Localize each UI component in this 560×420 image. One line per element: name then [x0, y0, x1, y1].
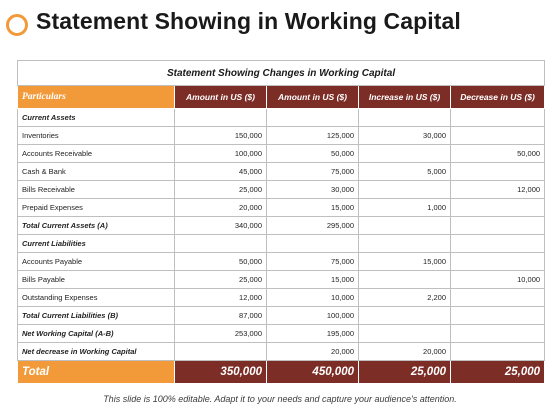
table-caption: Statement Showing Changes in Working Capital: [18, 61, 545, 86]
row-label: Bills Receivable: [18, 181, 175, 199]
working-capital-table: [17, 60, 545, 384]
working-capital-table-container: [17, 60, 544, 384]
table-cell: 75,000: [267, 163, 359, 181]
table-cell: [359, 217, 451, 235]
total-cell: 350,000: [175, 361, 267, 384]
table-cell: 5,000: [359, 163, 451, 181]
table-cell: 12,000: [175, 289, 267, 307]
table-cell: 10,000: [451, 271, 545, 289]
table-cell: 12,000: [451, 181, 545, 199]
table-cell: 50,000: [267, 145, 359, 163]
table-cell: 87,000: [175, 307, 267, 325]
table-cell: 20,000: [359, 343, 451, 361]
table-cell: 195,000: [267, 325, 359, 343]
table-cell: [359, 325, 451, 343]
table-row: [18, 289, 545, 307]
total-cell: 450,000: [267, 361, 359, 384]
table-cell: 45,000: [175, 163, 267, 181]
row-label: Total Current Liabilities (B): [18, 307, 175, 325]
table-cell: [451, 307, 545, 325]
table-cell: 25,000: [175, 181, 267, 199]
total-row: [18, 361, 545, 384]
column-header-amount-1: Amount in US ($): [175, 86, 267, 109]
total-cell: 25,000: [359, 361, 451, 384]
table-cell: 30,000: [267, 181, 359, 199]
section-header-row: [18, 235, 545, 253]
table-cell: 100,000: [267, 307, 359, 325]
table-row: [18, 307, 545, 325]
table-cell: [451, 235, 545, 253]
table-row: [18, 325, 545, 343]
total-cell: 25,000: [451, 361, 545, 384]
table-cell: 25,000: [175, 271, 267, 289]
table-cell: 1,000: [359, 199, 451, 217]
table-cell: 125,000: [267, 127, 359, 145]
table-cell: [359, 271, 451, 289]
column-header-increase: Increase in US ($): [359, 86, 451, 109]
row-label: Cash & Bank: [18, 163, 175, 181]
column-header-particulars: Particulars: [18, 86, 175, 109]
table-cell: 10,000: [267, 289, 359, 307]
row-label: Total Current Assets (A): [18, 217, 175, 235]
table-cell: [451, 199, 545, 217]
table-cell: [451, 325, 545, 343]
table-cell: 20,000: [267, 343, 359, 361]
section-header-row: [18, 109, 545, 127]
table-cell: 50,000: [451, 145, 545, 163]
row-label: Net Working Capital (A-B): [18, 325, 175, 343]
row-label: Outstanding Expenses: [18, 289, 175, 307]
table-cell: [175, 343, 267, 361]
table-cell: 340,000: [175, 217, 267, 235]
row-label: Prepaid Expenses: [18, 199, 175, 217]
table-cell: 15,000: [267, 271, 359, 289]
row-label: Accounts Payable: [18, 253, 175, 271]
table-header-row: [18, 86, 545, 109]
table-cell: [359, 145, 451, 163]
table-cell: 150,000: [175, 127, 267, 145]
table-cell: 2,200: [359, 289, 451, 307]
row-label: Net decrease in Working Capital: [18, 343, 175, 361]
table-cell: [359, 181, 451, 199]
table-cell: [451, 253, 545, 271]
table-cell: [451, 127, 545, 145]
table-cell: 100,000: [175, 145, 267, 163]
table-row: [18, 217, 545, 235]
table-cell: 295,000: [267, 217, 359, 235]
table-cell: [451, 109, 545, 127]
table-row: [18, 271, 545, 289]
table-row: [18, 181, 545, 199]
table-cell: [451, 343, 545, 361]
column-header-decrease: Decrease in US ($): [451, 86, 545, 109]
page-title: Statement Showing in Working Capital: [36, 8, 461, 34]
total-label: Total: [18, 361, 175, 384]
table-cell: [359, 109, 451, 127]
row-label: Inventories: [18, 127, 175, 145]
table-cell: [175, 109, 267, 127]
row-label: Current Liabilities: [18, 235, 175, 253]
table-row: [18, 343, 545, 361]
table-cell: [267, 109, 359, 127]
table-cell: [451, 289, 545, 307]
table-row: [18, 145, 545, 163]
row-label: Current Assets: [18, 109, 175, 127]
table-cell: 15,000: [359, 253, 451, 271]
table-cell: 30,000: [359, 127, 451, 145]
table-row: [18, 127, 545, 145]
logo-circle-icon: [6, 14, 28, 36]
table-cell: 20,000: [175, 199, 267, 217]
table-cell: [359, 307, 451, 325]
table-row: [18, 253, 545, 271]
table-row: [18, 163, 545, 181]
table-cell: [359, 235, 451, 253]
footer-note: This slide is 100% editable. Adapt it to your needs and capture your audience's attention.: [103, 394, 457, 404]
table-cell: [175, 235, 267, 253]
table-body: [18, 109, 545, 361]
table-cell: [451, 163, 545, 181]
column-header-amount-2: Amount in US ($): [267, 86, 359, 109]
table-cell: 15,000: [267, 199, 359, 217]
table-cell: [267, 235, 359, 253]
table-cell: 50,000: [175, 253, 267, 271]
table-row: [18, 199, 545, 217]
row-label: Accounts Receivable: [18, 145, 175, 163]
table-cell: 75,000: [267, 253, 359, 271]
row-label: Bills Payable: [18, 271, 175, 289]
table-cell: 253,000: [175, 325, 267, 343]
table-cell: [451, 217, 545, 235]
